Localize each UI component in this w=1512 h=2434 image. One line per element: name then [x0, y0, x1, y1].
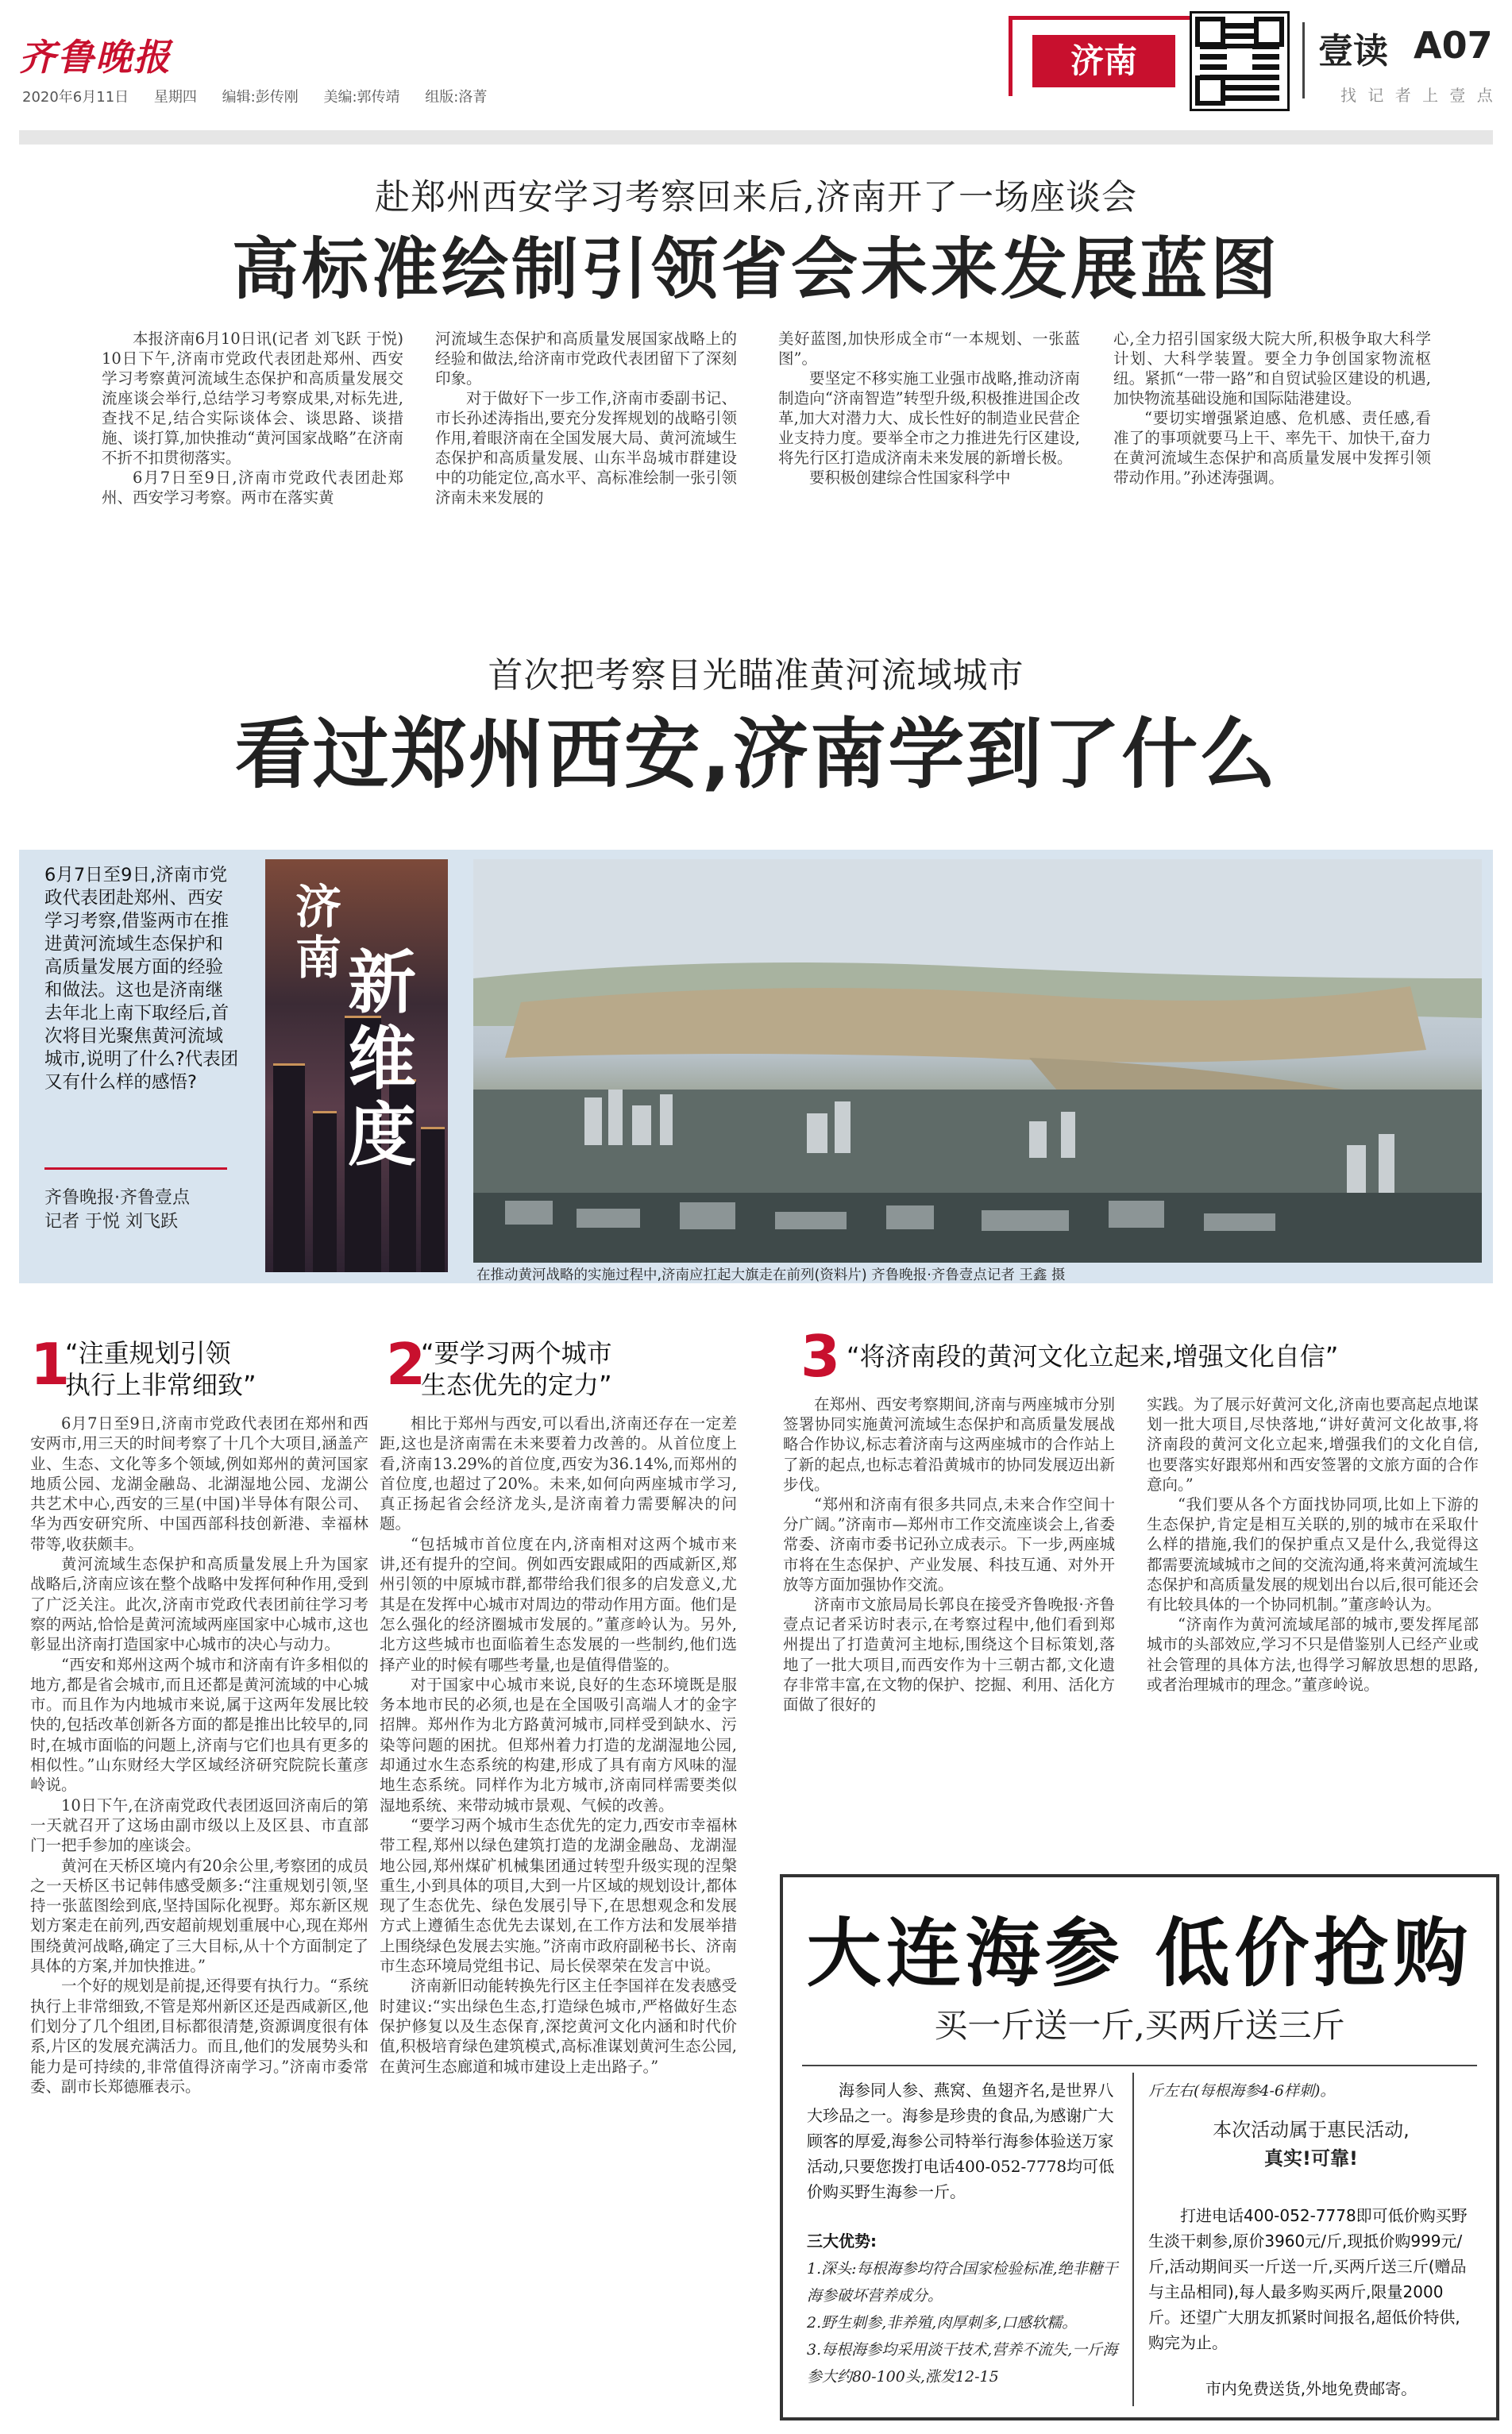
section-number: 1 [30, 1331, 71, 1398]
ad-notice-emphasis: 真实!可靠! [1264, 2147, 1358, 2170]
story2-headline: 看过郑州西安,济南学到了什么 [234, 710, 1278, 799]
yellow-river-photo [473, 859, 1482, 1263]
paragraph: “要学习两个城市生态优先的定力,西安市幸福林带工程,郑州以绿色建筑打造的龙湖金融岛、龙湖湿地公园,郑州煤矿机械集团通过转型升级实现的涅槃重生,小到具体的项目,大到一片区域的规划设计,都体现了生态优先、绿色发展引导下,在思想观念和发展方式上遵循生态优先去谋划,在工作方法和发展举措上围绕绿色发展去实施。”济南市政府副秘书长、济南市生态环境局党组书记、局长侯翠荣在发言中说。 [380, 1815, 737, 1976]
section2-number [386, 1331, 426, 1398]
top-band [19, 130, 1493, 145]
city-tag: 济南 [1032, 35, 1175, 87]
section3-title: “将济南段的黄河文化立起来,增强文化自信” [847, 1341, 1339, 1371]
section2-body [380, 1414, 737, 2077]
section3-body-left [783, 1394, 1115, 1715]
paragraph: 一个好的规划是前提,还得要有执行力。“系统执行上非常细致,不管是郑州新区还是西咸新区,他们划分了几个组团,目标都很清楚,资源调度很有体系,片区的发展充满活力。而且,他们的发展势头和能力是可持续的,非常值得济南学习。”济南市委常委、副市长郑德雁表示。 [30, 1977, 368, 2096]
newspaper-logo: 齐鲁晚报 [19, 36, 172, 79]
byline-reporters: 记者 于悦 刘飞跃 [44, 1212, 178, 1232]
paragraph: “郑州和济南有很多共同点,未来合作空间十分广阔。”济南市—郑州市工作交流座谈会上,省委常委、济南市委书记孙立成表示。下一步,两座城市将在生态保护、产业发展、科技互通、对外开放等方面加强协作交流。 [783, 1495, 1115, 1594]
column-title-main: 新维度 [348, 943, 416, 1175]
story1-headline: 高标准绘制引领省会未来发展蓝图 [231, 230, 1280, 308]
issue-meta [22, 86, 507, 106]
feature-byline [44, 1186, 235, 1234]
story1-col4 [1113, 329, 1431, 488]
paragraph: 在郑州、西安考察期间,济南与两座城市分别签署协同实施黄河流域生态保护和高质量发展战略合作协议,标志着济南与这两座城市的合作站上了新的起点,也标志着沿黄城市的协同发展迈出新步伐。 [783, 1395, 1115, 1494]
byline-outlet: 齐鲁晚报·齐鲁壹点 [44, 1188, 190, 1208]
paragraph: 6月7日至9日,济南市党政代表团在郑州和西安两市,用三天的时间考察了十几个大项目,涵盖产业、生态、文化等多个领域,例如郑州的黄河国家地质公园、龙湖金融岛、北湖湿地公园、龙湖公共艺术中心,西安的三星(中国)半导体有限公司、华为西安研究所、中国西部科技创新港、幸福林带等,收获颇丰。 [30, 1414, 368, 1553]
photo-caption: 在推动黄河战略的实施过程中,济南应扛起大旗走在前列(资料片) 齐鲁晚报·齐鲁壹点记者 王鑫 摄 [476, 1267, 1066, 1283]
paragraph: “济南作为黄河流域尾部的城市,要发挥尾部城市的头部效应,学习不只是借鉴别人已经产业或社会管理的具体方法,也得学习解放思想的思路,或者治理城市的理念。”董彦岭说。 [1147, 1615, 1479, 1694]
paragraph: 济南新旧动能转换先行区主任李国祥在发表感受时建议:“实出绿色生态,打造绿色城市,严格做好生态保护修复以及生态保育,深挖黄河文化内涵和时代价值,积极培育绿色建筑模式,高标准谋划黄河生态公园,在黄河生态廊道和城市建设上走出路子。” [380, 1977, 737, 2076]
page-number: A07 [1414, 24, 1493, 67]
column-title-city: 济南 [295, 880, 342, 985]
paragraph: 本报济南6月10日讯(记者 刘飞跃 于悦) 10日下午,济南市党政代表团赴郑州、西安学习考察黄河流域生态保护和高质量发展交流座谈会举行,总结学习考察成果,对标先进,查找不足,结合实际谈体会、谈思路、谈措施、谈打算,加快推动“黄河国家战略”在济南不折不扣贯彻落实。 [102, 330, 403, 467]
ad-right-continuation: 斤左右(每根海参4-6样刺)。 [1148, 2082, 1336, 2100]
ad-advantage-item: 1.深头:每根海参均符合国家检验标准,绝非糖干海参破坏营养成分。 [807, 2260, 1118, 2305]
ad-intro: 海参同人参、燕窝、鱼翅齐名,是世界八大珍品之一。海参是珍贵的食品,为感谢广大顾客的厚爱,海参公司特举行海参体验送万家活动,只要您拨打电话400-052-7778均可低价购买野生海参一斤。 [807, 2081, 1115, 2201]
paragraph: “我们要从各个方面找协同项,比如上下游的生态保护,肯定是相互关联的,别的城市在采取什么样的措施,我们的保护重点又是什么,我觉得这都需要流域城市之间的交流沟通,将来黄河流域生态保护和高质量发展的规划出台以后,很可能还会有比较具体的一个协同机制。”董彦岭认为。 [1147, 1495, 1479, 1614]
sea-cucumber-ad [780, 1874, 1499, 2420]
editor-credit: 编辑:彭传刚 [222, 89, 299, 106]
paragraph: 6月7日至9日,济南市党政代表团赴郑州、西安学习考察。两市在落实黄 [102, 469, 403, 507]
ad-advantage-item: 3.每根海参均采用淡干技术,营养不流失,一斤海参大约80-100头,涨发12-15 [807, 2341, 1118, 2386]
issue-weekday: 星期四 [153, 89, 197, 106]
paragraph: “包括城市首位度在内,济南相对这两个城市来讲,还有提升的空间。例如西安跟咸阳的西咸新区,郑州引领的中原城市群,都带给我们很多的启发意义,尤其是在发挥中心城市对周边的带动作用方面。他们是怎么强化的经济圈城市发展的。”董彦岭认为。另外,北方这些城市也面临着生态发展的一些制约,他们选择产业的时候有哪些考量,也是值得借鉴的。 [380, 1534, 737, 1674]
section1-title [65, 1337, 367, 1401]
issue-date: 2020年6月11日 [22, 89, 129, 106]
ad-advantage-item: 2.野生刺参,非养殖,肉厚刺多,口感软糯。 [807, 2314, 1078, 2332]
aerial-photo-illustration [473, 859, 1482, 1263]
ad-notice [1148, 2116, 1474, 2173]
art-credit: 美编:郭传靖 [323, 89, 400, 106]
section-name: 壹读 [1318, 31, 1388, 71]
paragraph: 对于做好下一步工作,济南市委副书记、市长孙述涛指出,要充分发挥规划的战略引领作用,着眼济南在全国发展大局、黄河流域生态保护和高质量发展、山东半岛城市群建设中的功能定位,高水平、高标准绘制一张引领济南未来发展的 [435, 389, 737, 507]
ad-advantages [807, 2255, 1121, 2390]
layout-credit: 组版:洛菁 [425, 89, 488, 106]
qr-code-icon[interactable] [1190, 11, 1290, 111]
masthead-divider [1302, 22, 1305, 98]
paragraph: 美好蓝图,加快形成全市“一本规划、一张蓝图”。 [778, 330, 1080, 368]
section-title-line: 执行上非常细致” [65, 1370, 256, 1400]
story1-kicker: 赴郑州西安学习考察回来后,济南开了一场座谈会 [375, 177, 1137, 218]
section2-title [421, 1337, 739, 1401]
ad-divider [802, 2065, 1477, 2066]
section1-body [30, 1414, 368, 2096]
paragraph: 黄河流域生态保护和高质量发展上升为国家战略后,济南应该在整个战略中发挥何种作用,受到了广泛关注。此次,济南市党政代表团前往学习考察的两站,恰恰是黄河流域两座国家中心城市,这也彰显出济南打造国家中心城市的决心与动力。 [30, 1555, 368, 1654]
paragraph: 对于国家中心城市来说,良好的生态环境既是服务本地市民的必须,也是在全国吸引高端人才的金字招牌。郑州作为北方路黄河城市,同样受到缺水、污染等问题的困扰。但郑州着力打造的龙湖湿地公园,却通过水生态系统的构建,形成了具有南方风味的湿地生态系统。同样作为北方城市,济南同样需要类似湿地系统、来带动城市景观、气候的改善。 [380, 1675, 737, 1815]
paragraph: 10日下午,在济南党政代表团返回济南后的第一天就召开了这场由副市级以上及区县、市直部门一把手参加的座谈会。 [30, 1796, 368, 1855]
section1-number [30, 1331, 70, 1398]
paragraph: 实践。为了展示好黄河文化,济南也要高起点地谋划一批大项目,尽快落地,“讲好黄河文化故事,将济南段的黄河文化立起来,增强我们的文化自信,也要落实好跟郑州和西安签署的文旅方面的合作意向。” [1147, 1395, 1479, 1494]
ad-advantages-title: 三大优势: [807, 2231, 877, 2251]
paragraph: 黄河在天桥区境内有20余公里,考察团的成员之一天桥区书记韩伟感受颇多:“注重规划引领,坚持一张蓝图绘到底,坚持国际化视野。郑东新区规划方案走在前列,西安超前规划重展中心,现在郑州围绕黄河战略,确定了三大目标,从十个方面制定了具体的方案,并加快推进。” [30, 1856, 368, 1976]
ad-title: 大连海参 低价抢购 [806, 1911, 1473, 1997]
paragraph: 要坚定不移实施工业强市战略,推动济南制造向“济南智造”转型升级,积极推进国企改革,加大对潜力大、成长性好的制造业民营企业支持力度。要举全市之力推进先行区建设,将先行区打造成济南未来发展的新增长极。 [778, 369, 1080, 467]
paragraph: “西安和郑州这两个城市和济南有许多相似的地方,都是省会城市,而且还都是黄河流域的中心城市。而且作为内地城市来说,属于这两年发展比较快的,包括改革创新各方面的都是推出比较早的,同时,在城市面临的问题上,济南与它们也具有更多的相似性。”山东财经大学区域经济研究院院长董彦岭说。 [30, 1655, 368, 1795]
story1-col3 [778, 329, 1080, 488]
ad-delivery: 市内免费送货,外地免费邮寄。 [1205, 2379, 1418, 2398]
paragraph: 河流域生态保护和高质量发展国家战略上的经验和做法,给济南市党政代表团留下了深刻印象。 [435, 330, 737, 388]
paragraph: 要积极创建综合性国家科学中 [809, 469, 1011, 487]
ad-offer: 打进电话400-052-7778即可低价购买野生淡干刺参,原价3960元/斤,现抵价购999元/斤,活动期间买一斤送一斤,买两斤送三斤(赠品与主品相同),每人最多购买两斤,限量2000斤。还望广大朋友抓紧时间报名,超低价特供,购完为止。 [1148, 2206, 1468, 2352]
section3-body-right [1147, 1394, 1479, 1695]
ad-notice-line: 本次活动属于惠民活动, [1213, 2119, 1410, 2141]
section-title-line: “注重规划引领 [65, 1338, 231, 1368]
intro-divider [44, 1167, 227, 1170]
section-title-line: “要学习两个城市 [421, 1338, 612, 1368]
paragraph: “要切实增强紧迫感、危机感、责任感,看准了的事项就要马上干、率先干、加快干,奋力在黄河流域生态保护和高质量发展中发挥引领带动作用。”孙述涛强调。 [1113, 409, 1431, 487]
paragraph: 心,全力招引国家级大院大所,积极争取大科学计划、大科学装置。要全力争创国家物流枢纽。紧抓“一带一路”和自贸试验区建设的机遇,加快物流基础设施和国际陆港建设。 [1113, 330, 1431, 407]
paragraph: 相比于郑州与西安,可以看出,济南还存在一定差距,这也是济南需在未来要着力改善的。从首位度上看,济南13.29%的首位度,西安为36.14%,而郑州的首位度,也超过了20%。未来,如何向两座城市学习,真正扬起省会经济龙头,是济南着力需要解决的问题。 [380, 1414, 737, 1533]
section-number: 3 [800, 1323, 841, 1390]
section-title-line: 生态优先的定力” [421, 1370, 612, 1400]
story2-kicker: 首次把考察目光瞄准黄河流域城市 [488, 655, 1024, 696]
story1-col1 [102, 329, 403, 507]
section3-number [800, 1323, 840, 1390]
ad-column-divider [1132, 2073, 1134, 2406]
masthead-tagline: 找 记 者 上 壹 点 [1340, 86, 1496, 105]
paragraph: 济南市文旅局局长郭良在接受齐鲁晚报·齐鲁壹点记者采访时表示,在考察过程中,他们看到郑州提出了打造黄河主地标,围绕这个目标策划,落地了一批大项目,而西安作为十三朝古都,文化遗存非常丰富,在文物的保护、挖掘、利用、活化方面做了很好的 [783, 1595, 1115, 1715]
feature-intro: 6月7日至9日,济南市党政代表团赴郑州、西安学习考察,借鉴两市在推进黄河流域生态保护和高质量发展方面的经验和做法。这也是济南继去年北上南下取经后,首次将目光聚焦黄河流域城市,说明了什么?代表团又有什么样的感悟? [44, 865, 239, 1093]
ad-subtitle: 买一斤送一斤,买两斤送三斤 [934, 2006, 1345, 2045]
section-number: 2 [386, 1331, 426, 1398]
story1-col2 [435, 329, 737, 507]
